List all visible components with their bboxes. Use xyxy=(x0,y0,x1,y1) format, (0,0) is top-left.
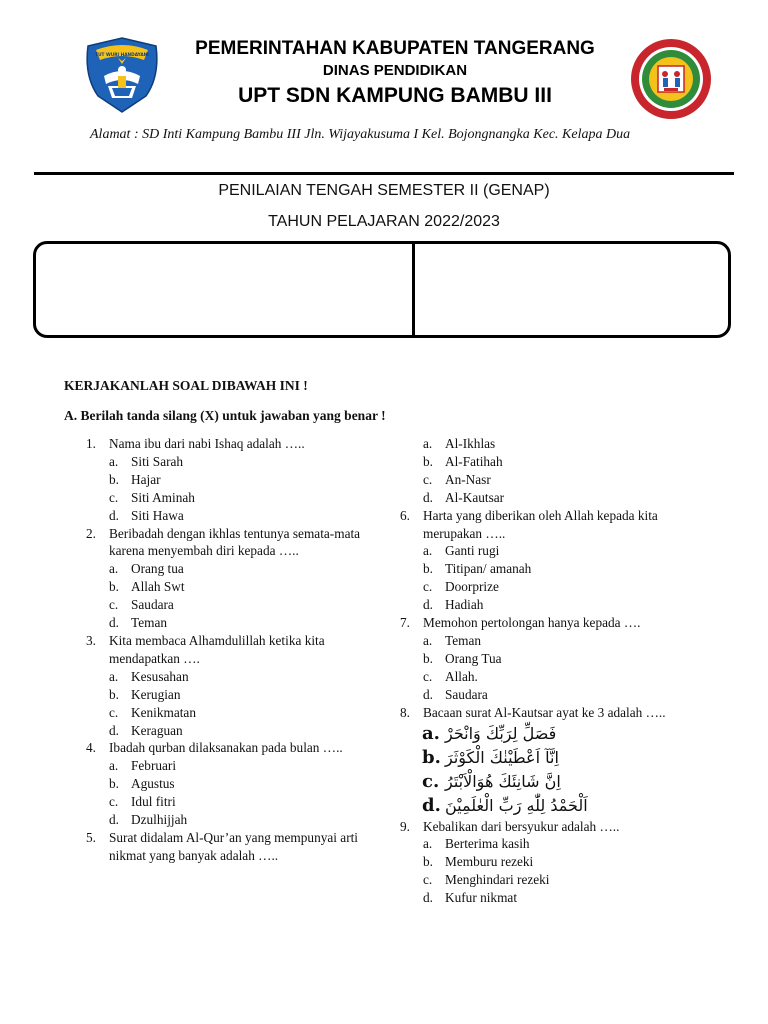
option-letter: a. xyxy=(423,543,433,559)
option-text: فَصَلِّ لِرَبِّكَ وَانْحَرْ xyxy=(445,723,557,743)
exam-year: TAHUN PELAJARAN 2022/2023 xyxy=(268,213,500,230)
option-text: Siti Hawa xyxy=(131,507,184,523)
option-letter: d. xyxy=(109,722,119,738)
school-address: Alamat : SD Inti Kampung Bambu III Jln. Wijayakusuma I Kel. Bojongnangka Kec. Kelapa Dua xyxy=(90,127,631,142)
answer-option xyxy=(86,596,386,614)
answer-option xyxy=(400,686,700,704)
identity-box-divider xyxy=(412,244,415,335)
answer-option xyxy=(400,596,700,614)
questions-right-column xyxy=(400,435,700,907)
question-text: Surat didalam Al-Qur’an yang mempunyai arti nikmat yang banyak adalah ….. xyxy=(109,829,359,863)
logo-ribbon-text: TUT WURI HANDAYANI xyxy=(95,53,149,58)
arabic-answer-option xyxy=(400,794,700,818)
answer-option xyxy=(400,632,700,650)
exam-title: PENILAIAN TENGAH SEMESTER II (GENAP) xyxy=(218,182,550,199)
option-letter: a. xyxy=(109,668,119,684)
arabic-answer-option xyxy=(400,746,700,770)
question-number: 1. xyxy=(86,436,96,451)
option-text: Ganti rugi xyxy=(445,543,500,559)
option-text: Teman xyxy=(445,632,481,648)
option-letter: b. xyxy=(109,471,119,487)
question-number: 4. xyxy=(86,740,96,756)
question-text: Harta yang diberikan oleh Allah kepada kita merupakan ….. xyxy=(423,507,658,541)
option-letter: d. xyxy=(423,597,433,613)
option-letter: a. xyxy=(109,453,119,469)
answer-option xyxy=(400,889,700,907)
option-text: Saudara xyxy=(445,686,488,702)
option-text: Saudara xyxy=(131,597,174,613)
question-number: 6. xyxy=(400,507,410,523)
question-item xyxy=(86,435,386,453)
option-text: Orang Tua xyxy=(445,650,502,666)
option-letter: d. xyxy=(423,686,433,702)
option-text: Kerugian xyxy=(131,686,181,702)
answer-option xyxy=(86,775,386,793)
student-identity-box xyxy=(33,241,731,338)
option-text: Menghindari rezeki xyxy=(445,872,550,888)
option-text: Siti Aminah xyxy=(131,489,195,505)
question-text: Kita membaca Alhamdulillah ketika kita mendapatkan …. xyxy=(109,632,325,666)
option-text: Al-Kautsar xyxy=(445,489,505,505)
option-letter: d. xyxy=(109,507,119,523)
header-school-name: UPT SDN KAMPUNG BAMBU III xyxy=(238,84,552,107)
question-number: 9. xyxy=(400,818,410,834)
question-item xyxy=(400,704,700,722)
header-government: PEMERINTAHAN KABUPATEN TANGERANG xyxy=(195,38,595,59)
option-letter: c. xyxy=(423,471,433,487)
option-text: Keraguan xyxy=(131,722,183,738)
answer-option xyxy=(86,686,386,704)
question-item xyxy=(86,632,386,668)
answer-option xyxy=(400,871,700,889)
question-item xyxy=(400,507,700,543)
option-letter: c. xyxy=(109,794,119,810)
general-instruction: KERJAKANLAH SOAL DIBAWAH INI ! xyxy=(64,378,308,393)
tut-wuri-handayani-logo xyxy=(80,36,164,114)
question-text: Kebalikan dari bersyukur adalah ….. xyxy=(423,818,620,834)
option-letter: d. xyxy=(422,794,441,816)
answer-option xyxy=(400,560,700,578)
question-number: 8. xyxy=(400,704,410,720)
option-text: Allah Swt xyxy=(131,579,185,595)
option-letter: c. xyxy=(109,704,119,720)
option-letter: a. xyxy=(423,436,433,451)
arabic-answer-option xyxy=(400,770,700,794)
option-text: Teman xyxy=(131,615,167,631)
arabic-answer-option xyxy=(400,722,700,746)
option-letter: a. xyxy=(109,758,119,774)
option-text: Berterima kasih xyxy=(445,836,530,852)
answer-option xyxy=(86,757,386,775)
option-text: Hadiah xyxy=(445,597,484,613)
answer-option xyxy=(86,453,386,471)
answer-option xyxy=(400,650,700,668)
option-text: An-Nasr xyxy=(445,471,491,487)
answer-option xyxy=(400,668,700,686)
question-item xyxy=(86,525,386,561)
question-item xyxy=(400,614,700,632)
option-text: Kufur nikmat xyxy=(445,890,518,906)
question-text: Nama ibu dari nabi Ishaq adalah ….. xyxy=(109,436,305,451)
question-number: 5. xyxy=(86,829,96,845)
school-emblem-logo xyxy=(630,36,712,122)
option-letter: c. xyxy=(423,872,433,888)
question-item xyxy=(400,818,700,836)
question-text: Ibadah qurban dilaksanakan pada bulan ….. xyxy=(109,740,343,756)
option-text: Titipan/ amanah xyxy=(445,561,532,577)
option-text: اِنَّآ اَعْطَيْنٰكَ الْكَوْثَرَ xyxy=(445,747,559,767)
answer-option xyxy=(400,835,700,853)
option-letter: c. xyxy=(109,597,119,613)
answer-option xyxy=(400,542,700,560)
option-text: Al-Ikhlas xyxy=(445,436,496,451)
answer-option xyxy=(86,668,386,686)
option-text: Dzulhijjah xyxy=(131,812,188,828)
option-letter: c. xyxy=(423,668,433,684)
option-text: Memburu rezeki xyxy=(445,854,534,870)
option-letter: b. xyxy=(109,776,119,792)
question-item xyxy=(86,739,386,757)
option-letter: a. xyxy=(422,722,440,744)
option-letter: c. xyxy=(422,770,440,792)
answer-option xyxy=(86,507,386,525)
questions-left-column xyxy=(86,435,386,865)
answer-option xyxy=(86,578,386,596)
answer-option xyxy=(86,489,386,507)
header-department: DINAS PENDIDIKAN xyxy=(322,62,468,79)
question-text: Bacaan surat Al-Kautsar ayat ke 3 adalah ….. xyxy=(423,704,666,720)
option-letter: b. xyxy=(422,746,441,768)
option-letter: b. xyxy=(423,650,433,666)
answer-option xyxy=(400,489,700,507)
question-number: 7. xyxy=(400,615,410,631)
answer-option xyxy=(86,722,386,740)
option-letter: a. xyxy=(423,836,433,852)
option-text: Februari xyxy=(131,758,177,774)
option-text: Kesusahan xyxy=(131,668,189,684)
option-text: Doorprize xyxy=(445,579,499,595)
option-letter: b. xyxy=(109,686,119,702)
option-text: Agustus xyxy=(131,776,175,792)
option-letter: b. xyxy=(423,561,433,577)
option-letter: d. xyxy=(423,890,433,906)
option-letter: b. xyxy=(423,453,433,469)
header-divider xyxy=(34,172,734,175)
option-letter: b. xyxy=(423,854,433,870)
option-letter: a. xyxy=(109,561,119,577)
answer-option xyxy=(400,453,700,471)
option-text: Al-Fatihah xyxy=(445,453,503,469)
answer-option xyxy=(400,471,700,489)
option-text: Orang tua xyxy=(131,561,184,577)
question-text: Beribadah dengan ikhlas tentunya semata-mata karena menyembah diri kepada ….. xyxy=(109,525,361,559)
option-letter: c. xyxy=(109,489,119,505)
question-number: 2. xyxy=(86,525,96,541)
answer-option xyxy=(86,471,386,489)
option-letter: b. xyxy=(109,579,119,595)
answer-option xyxy=(86,793,386,811)
answer-option xyxy=(86,614,386,632)
option-text: Kenikmatan xyxy=(131,704,196,720)
answer-option xyxy=(400,853,700,871)
answer-option xyxy=(400,435,700,453)
option-letter: c. xyxy=(423,579,433,595)
question-item xyxy=(86,829,386,865)
option-text: Allah. xyxy=(445,668,478,684)
section-a-instruction: A. Berilah tanda silang (X) untuk jawaban yang benar ! xyxy=(64,408,386,423)
option-text: اَلْحَمْدُ لِلّٰهِ رَبِّ الْعٰلَمِيْنَ xyxy=(445,795,588,815)
option-text: Siti Sarah xyxy=(131,453,184,469)
option-letter: a. xyxy=(423,632,433,648)
option-text: Hajar xyxy=(131,471,161,487)
option-letter: d. xyxy=(423,489,433,505)
question-text: Memohon pertolongan hanya kepada …. xyxy=(423,615,641,631)
answer-option xyxy=(400,578,700,596)
option-text: اِنَّ شَانِئَكَ هُوَالْاَبْتَرُ xyxy=(445,771,561,791)
answer-option xyxy=(86,811,386,829)
option-text: Idul fitri xyxy=(131,794,176,810)
answer-option xyxy=(86,704,386,722)
option-letter: d. xyxy=(109,615,119,631)
option-letter: d. xyxy=(109,812,119,828)
question-number: 3. xyxy=(86,632,96,648)
answer-option xyxy=(86,560,386,578)
